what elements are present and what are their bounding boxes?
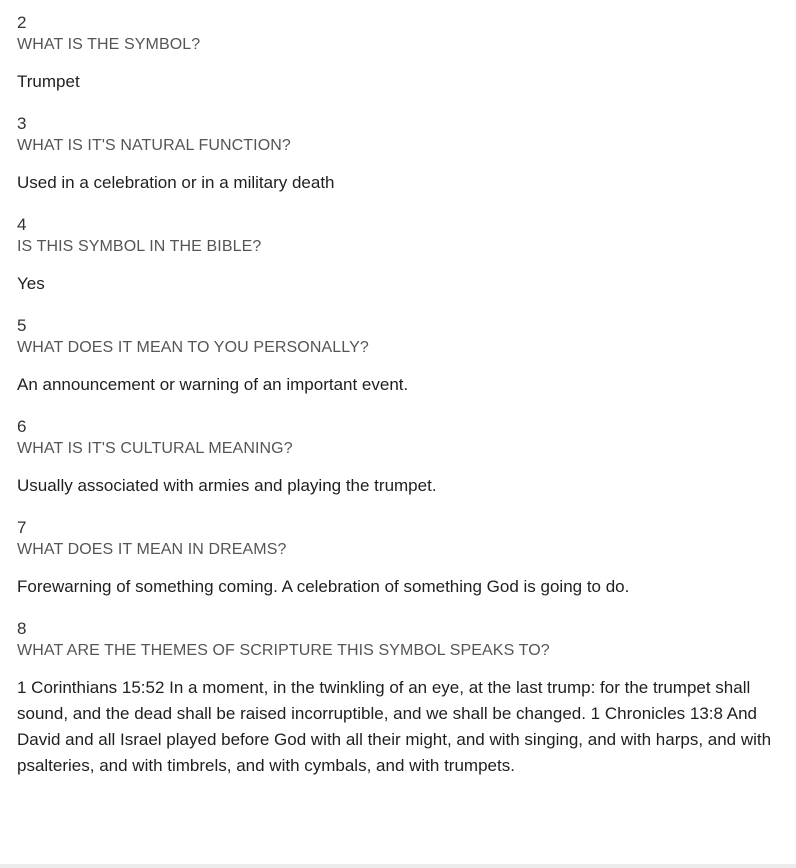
qa-item-2 bbox=[17, 12, 787, 95]
question-number: 7 bbox=[17, 518, 27, 537]
symbol-questionnaire bbox=[17, 12, 787, 779]
question-number: 6 bbox=[17, 417, 27, 436]
qa-item-6 bbox=[17, 416, 787, 499]
question-text: WHAT IS IT'S CULTURAL MEANING? bbox=[17, 440, 293, 457]
question-text: WHAT ARE THE THEMES OF SCRIPTURE THIS SYMBOL SPEAKS TO? bbox=[17, 642, 550, 659]
qa-item-5 bbox=[17, 315, 787, 398]
question-text: WHAT DOES IT MEAN TO YOU PERSONALLY? bbox=[17, 339, 369, 356]
qa-item-7 bbox=[17, 517, 787, 600]
answer-text: Usually associated with armies and playing the trumpet. bbox=[17, 476, 437, 495]
question-number: 8 bbox=[17, 619, 27, 638]
question-text: WHAT DOES IT MEAN IN DREAMS? bbox=[17, 541, 287, 558]
answer-text: An announcement or warning of an important event. bbox=[17, 375, 409, 394]
question-number: 4 bbox=[17, 215, 27, 234]
question-text: WHAT IS THE SYMBOL? bbox=[17, 36, 201, 53]
answer-text: Used in a celebration or in a military death bbox=[17, 173, 335, 192]
question-number: 3 bbox=[17, 114, 27, 133]
answer-text: Yes bbox=[17, 274, 45, 293]
answer-text: Forewarning of something coming. A celebration of something God is going to do. bbox=[17, 577, 630, 596]
qa-item-8 bbox=[17, 618, 787, 779]
question-text: IS THIS SYMBOL IN THE BIBLE? bbox=[17, 238, 262, 255]
question-number: 5 bbox=[17, 316, 27, 335]
qa-item-3 bbox=[17, 113, 787, 196]
qa-item-4 bbox=[17, 214, 787, 297]
question-text: WHAT IS IT'S NATURAL FUNCTION? bbox=[17, 137, 291, 154]
answer-text: Trumpet bbox=[17, 72, 80, 91]
answer-text: 1 Corinthians 15:52 In a moment, in the twinkling of an eye, at the last trump: for the trumpet shall sound, and the dead shall be raised incorruptible, and we shall be changed. 1 Chronicles 13:8 And David and all Israel played before God with all their might, and with singing, and with harps, and with psalteries, and with timbrels, and with cymbals, and with trumpets. bbox=[17, 678, 772, 775]
question-number: 2 bbox=[17, 13, 27, 32]
bottom-divider bbox=[0, 864, 796, 868]
